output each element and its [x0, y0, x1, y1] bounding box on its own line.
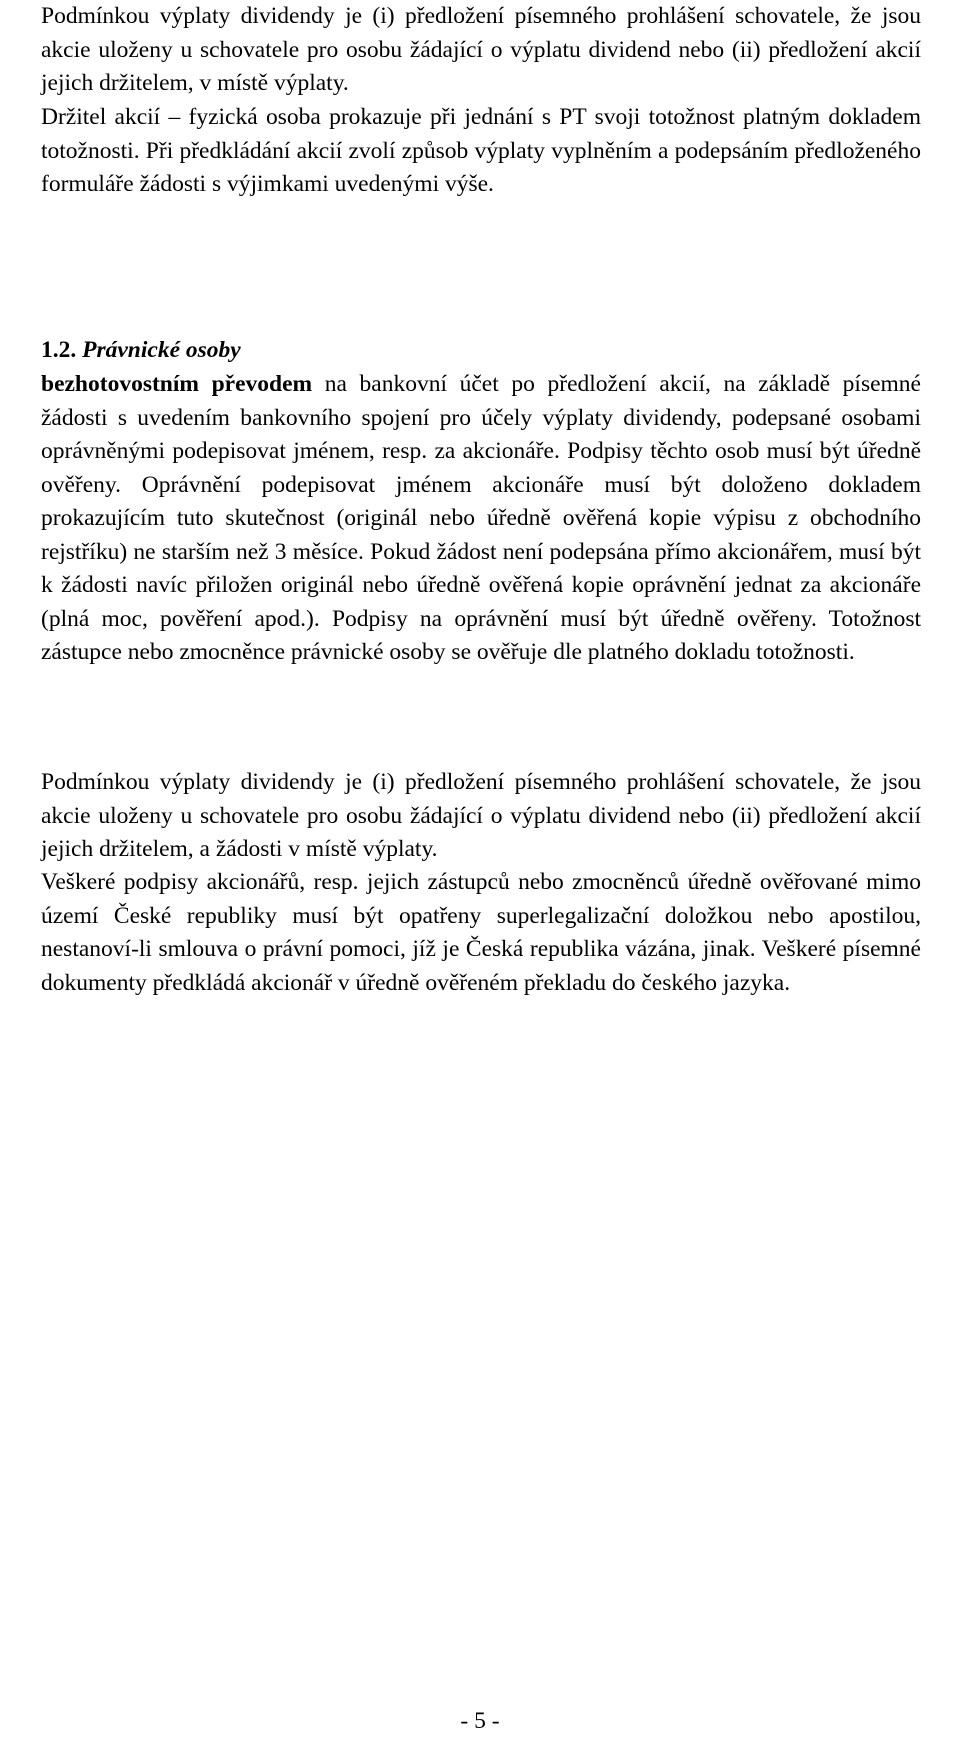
paragraph-foreign-signatures: Veškeré podpisy akcionářů, resp. jejich zástupců nebo zmocněnců úředně ověřované mimo území České republiky musí být opatřeny superlegalizační doložkou nebo apostilou, nestanoví-li smlouva o právní pomoci, jíž je Česká republika vázána, jinak. Veškeré písemné dokumenty předkládá akcionář v úředně ověřeném překladu do českého jazyka. — [41, 869, 921, 996]
paragraph-natural-person: Držitel akcií – fyzická osoba prokazuje při jednání s PT svoji totožnost platným dokladem totožnosti. Při předkládání akcií zvolí způsob výplaty vyplněním a podepsáním předloženého formuláře žádosti s výjimkami uvedenými výše. — [41, 104, 921, 197]
page-number: - 5 - — [460, 1708, 500, 1734]
bold-lead-text: bezhotovostním převodem — [41, 371, 313, 397]
paragraph-legal-entity-transfer — [41, 368, 921, 670]
section-heading — [41, 334, 241, 368]
section-title: Právnické osoby — [82, 337, 241, 363]
paragraph-dividend-condition-legal: Podmínkou výplaty dividendy je (i) předložení písemného prohlášení schovatele, že jsou akcie uloženy u schovatele pro osobu žádající o výplatu dividend nebo (ii) předložení akcií jejich držitelem, a žádosti v místě výplaty. — [41, 769, 921, 862]
section-number: 1.2. — [41, 337, 77, 363]
paragraph-dividend-condition: Podmínkou výplaty dividendy je (i) předložení písemného prohlášení schovatele, že jsou akcie uloženy u schovatele pro osobu žádající o výplatu dividend nebo (ii) předložení akcií jejich držitelem, v místě výplaty. — [41, 3, 921, 96]
paragraph-body-text: na bankovní účet po předložení akcií, na základě písemné žádosti s uvedením bankovního spojení pro účely výplaty dividendy, podepsané osobami oprávněnými podepisovat jménem, resp. za akcionáře. Podpisy těchto osob musí být úředně ověřeny. Oprávnění podepisovat jménem akcionáře musí být doloženo dokladem prokazujícím tuto skutečnost (originál nebo úředně ověřená kopie výpisu z obchodního rejstříku) ne starším než 3 měsíce. Pokud žádost není podepsána přímo akcionářem, musí být k žádosti navíc přiložen originál nebo úředně ověřená kopie oprávnění jednat za akcionáře (plná moc, pověření apod.). Podpisy na oprávnění musí být úředně ověřeny. Totožnost zástupce nebo zmocněnce právnické osoby se ověřuje dle platného dokladu totožnosti. — [41, 371, 921, 665]
